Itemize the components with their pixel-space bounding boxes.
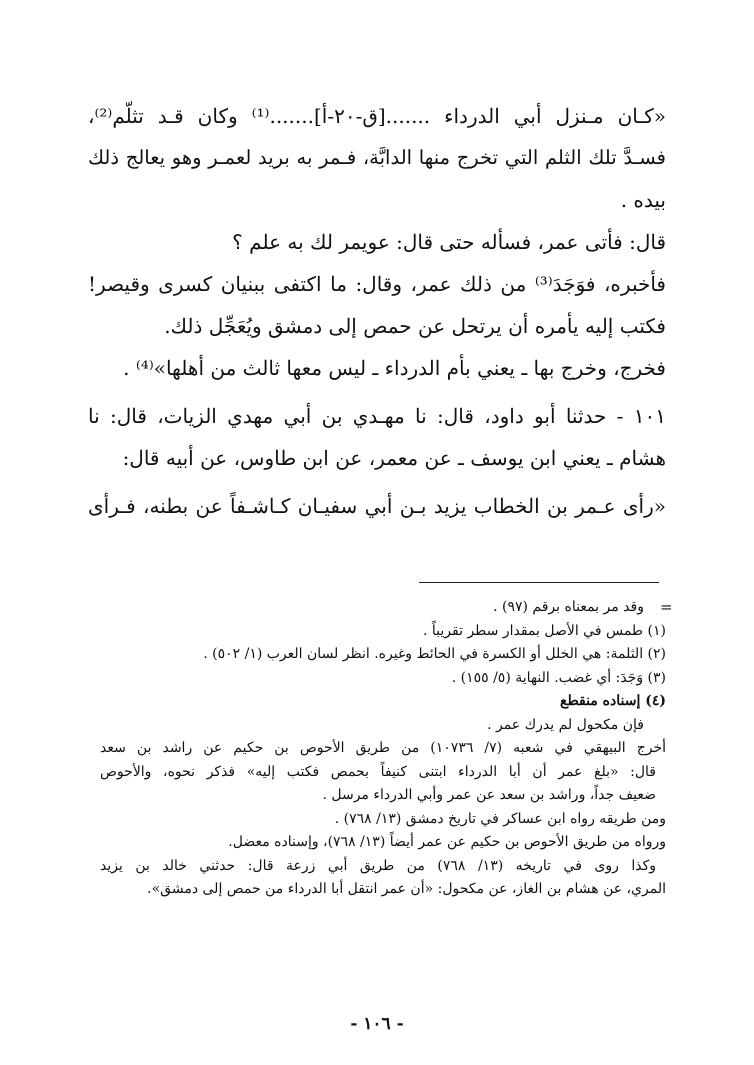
footnote-4-line-6: ورواه من طريق الأحوص بن حكيم عن عمر أيضاً (١٣/ ٧٦٨)، وإسناده معضل. bbox=[228, 834, 666, 850]
footnotes bbox=[100, 596, 666, 902]
footnote-separator bbox=[419, 582, 659, 583]
body-line-5: فأخبره، فوَجَدَ⁽³⁾ من ذلك عمر، وقال: ما اكتفى ببنيان كسرى وقيصر! bbox=[88, 272, 666, 296]
body-line-3: بيده . bbox=[620, 188, 666, 212]
body-line-6: فكتب إليه يأمره أن يرتحل عن حمص إلى دمشق ويُعَجِّل ذلك. bbox=[164, 314, 666, 338]
footnote-4-line-3: قال: «بلغ عمر أن أبا الدرداء ابتنى كنيفاً بحمص فكتب إليه» فذكر نحوه، والأحوص bbox=[100, 763, 656, 780]
footnote-2: (٢) الثلمة: هي الخلل أو الكسرة في الحائط وغيره. انظر لسان العرب (١/ ٥٠٢) . bbox=[203, 646, 666, 662]
continuation-mark: = bbox=[660, 598, 673, 616]
footnote-4-heading: (٤) إسناده منقطع bbox=[560, 693, 666, 709]
hadith-101-line-3: «رأى عـمر بن الخطاب يزيد بـن أبي سفيـان كـاشـفاً عن بطنه، فـرأى bbox=[88, 494, 666, 518]
footnote-4-line-2: أخرج البيهقي في شعبه (٧/ ١٠٧٣٦) من طريق الأحوص بن حكيم عن راشد بن سعد bbox=[100, 740, 667, 756]
footnote-1: (١) طمس في الأصل بمقدار سطر تقريباً . bbox=[423, 622, 666, 639]
footnote-3: (٣) وَجَدَ: أي غضب. النهاية (٥/ ١٥٥) . bbox=[451, 669, 666, 686]
body-line-2: فسـدَّ تلك الثلم التي تخرج منها الدابَّة، فـمر به بريد لعمـر وهو يعالج ذلك bbox=[88, 146, 666, 169]
footnote-4-line-8: المري، عن هشام بن الغاز، عن مكحول: «أن عمر انتقل أبا الدرداء من حمص إلى دمشق». bbox=[147, 881, 666, 897]
footnote-4-line-5: ومن طريقه رواه ابن عساكر في تاريخ دمشق (١٣/ ٧٦٨) . bbox=[334, 810, 666, 827]
body-line-1: «كـان مـنزل أبي الدرداء .......[ق-٢٠-أ].......⁽¹⁾ وكان قـد تثلّم⁽²⁾، bbox=[88, 104, 666, 128]
main-text bbox=[88, 95, 666, 527]
footnote-continuation: وقد مر بمعناه برقم (٩٧) . bbox=[493, 599, 644, 615]
footnote-4-line-7: وكذا روى في تاريخه (١٣/ ٧٦٨) من طريق أبي زرعة قال: حدثني خالد بن يزيد bbox=[100, 857, 657, 874]
hadith-101-line-2: هشام ـ يعني ابن يوسف ـ عن معمر، عن ابن طاوس، عن أبيه قال: bbox=[122, 446, 666, 470]
footnote-4-line-1: فإن مكحول لم يدرك عمر . bbox=[487, 716, 644, 733]
body-line-4: قال: فأتى عمر، فسأله حتى قال: عويمر لك به علم ؟ bbox=[232, 230, 666, 254]
footnote-4-line-4: ضعيف جداً، وراشد بن سعد عن عمر وأبي الدرداء مرسل . bbox=[322, 787, 656, 803]
page-number: - ١٠٦ - bbox=[350, 1014, 404, 1034]
hadith-101-line-1: ١٠١ - حدثنا أبو داود، قال: نا مهـدي بن أبي مهدي الزيات، قال: نا bbox=[88, 404, 666, 428]
body-line-7: فخرج، وخرج بها ـ يعني بأم الدرداء ـ ليس معها ثالث من أهلها»⁽⁴⁾ . bbox=[123, 356, 666, 380]
